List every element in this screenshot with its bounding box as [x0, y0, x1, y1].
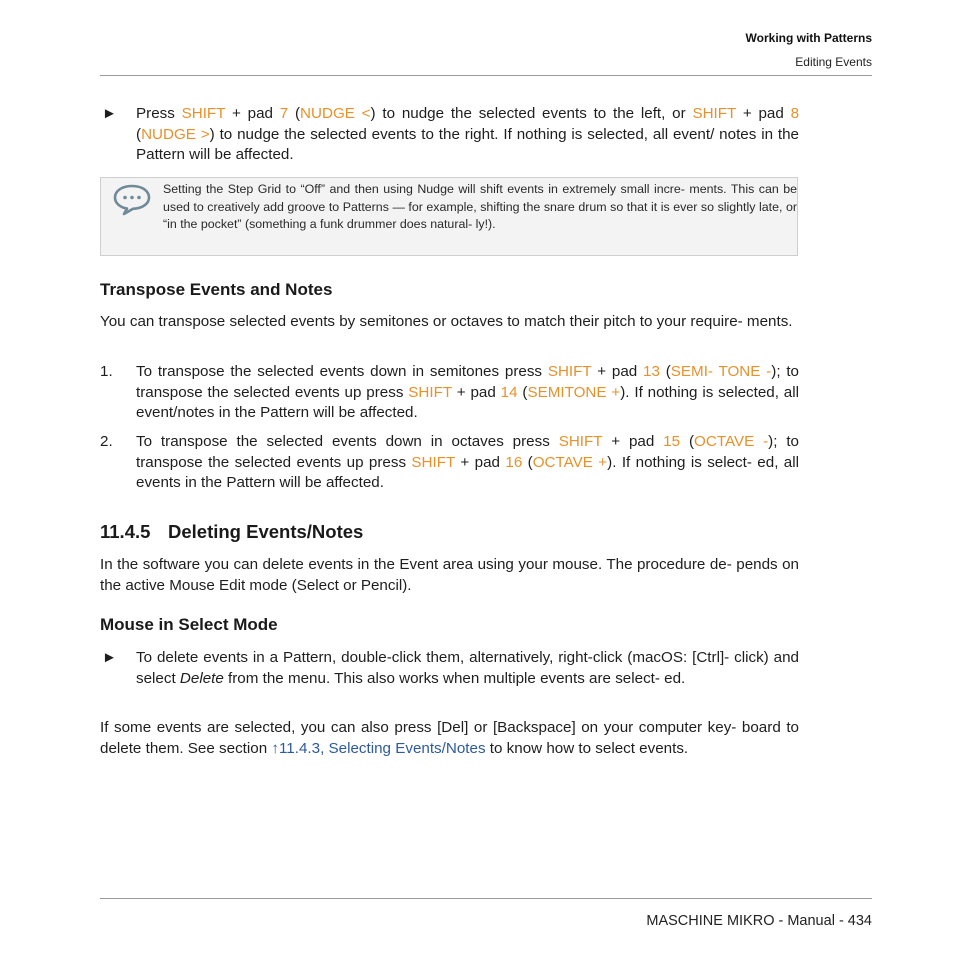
tip-text: Setting the Step Grid to “Off” and then using Nudge will shift events in extremely small incre- ments. This can be used to creatively add groove to Patterns — for example, shifting the snare drum so that it is ever so slightly late, or “in the pocket” (something a funk drummer does natural- ly!).: [163, 182, 797, 232]
pad-number: 8: [790, 105, 800, 122]
header-divider: [100, 75, 872, 76]
nudge-paragraph: Press SHIFT + pad 7 (NUDGE <) to nudge the selected events to the left, or SHIFT + pad 8 (NUDGE >) to nudge the selected events to the right. If nothing is selected, all event/ notes in the Pattern will be affected.: [136, 105, 800, 163]
select-mode-heading: Mouse in Select Mode: [100, 615, 278, 634]
shift-key: SHIFT: [408, 383, 452, 401]
shift-key: SHIFT: [558, 433, 603, 450]
cross-reference-link[interactable]: ↑11.4.3, Selecting Events/Notes: [271, 739, 486, 757]
semitone-up-label: SEMITONE +: [527, 383, 621, 401]
bullet-marker: ►: [102, 649, 117, 666]
running-header-section: Editing Events: [795, 55, 872, 69]
pad-number: 15: [663, 433, 681, 450]
footer-divider: [100, 898, 872, 899]
bullet-marker: ►: [102, 105, 117, 122]
transpose-step-2: To transpose the selected events down in octaves press SHIFT + pad 15 (OCTAVE -); to transpose the selected events up press SHIFT + pad 16 (OCTAVE +). If nothing is select- ed, all events in the Pattern will be affected.: [136, 433, 799, 491]
pad-number: 14: [500, 383, 518, 401]
delete-bullet-paragraph: To delete events in a Pattern, double-click them, alternatively, right-click (macOS: [Ctrl]- click) and select Delete from the menu. This also works when multiple events are select- ed.: [136, 649, 799, 687]
pad-number: 13: [643, 363, 660, 380]
list-number: 1.: [100, 363, 113, 380]
octave-down-label: OCTAVE -: [694, 433, 769, 450]
speech-bubble-icon: [112, 183, 152, 217]
shift-key: SHIFT: [547, 363, 592, 380]
deleting-intro: In the software you can delete events in the Event area using your mouse. The procedure de- pends on the active Mouse Edit mode (Select or Pencil).: [100, 556, 799, 594]
transpose-heading: Transpose Events and Notes: [100, 280, 333, 299]
transpose-step-1: To transpose the selected events down in semitones press SHIFT + pad 13 (SEMI- TONE -); to transpose the selected events up press SHIFT + pad 14 (SEMITONE +). If nothing is selected, all event/notes in the Pattern will be affected.: [136, 363, 800, 421]
nudge-right-label: NUDGE >: [141, 125, 210, 143]
semitone-down-label: SEMI- TONE -: [670, 363, 772, 380]
nudge-left-label: NUDGE <: [300, 105, 371, 122]
pad-number: 7: [279, 105, 289, 122]
shift-key: SHIFT: [181, 105, 226, 122]
delete-menu-item-name: Delete: [179, 669, 224, 687]
section-number: 11.4.5: [100, 521, 151, 542]
shift-key: SHIFT: [692, 105, 737, 122]
pad-number: 16: [505, 453, 523, 471]
section-heading: [100, 521, 363, 543]
shift-key: SHIFT: [411, 453, 456, 471]
transpose-intro: You can transpose selected events by semitones or octaves to match their pitch to your require- ments.: [100, 313, 793, 330]
octave-up-label: OCTAVE +: [532, 453, 608, 471]
running-header-chapter: Working with Patterns: [745, 31, 872, 45]
section-title: Deleting Events/Notes: [168, 521, 364, 542]
delete-key-paragraph: If some events are selected, you can also press [Del] or [Backspace] on your computer key- board to delete them. See section ↑11.4.3, Selecting Events/Notes to know how to select events.: [100, 719, 799, 757]
footer-page-info: MASCHINE MIKRO - Manual - 434: [646, 913, 872, 929]
list-number: 2.: [100, 433, 113, 450]
